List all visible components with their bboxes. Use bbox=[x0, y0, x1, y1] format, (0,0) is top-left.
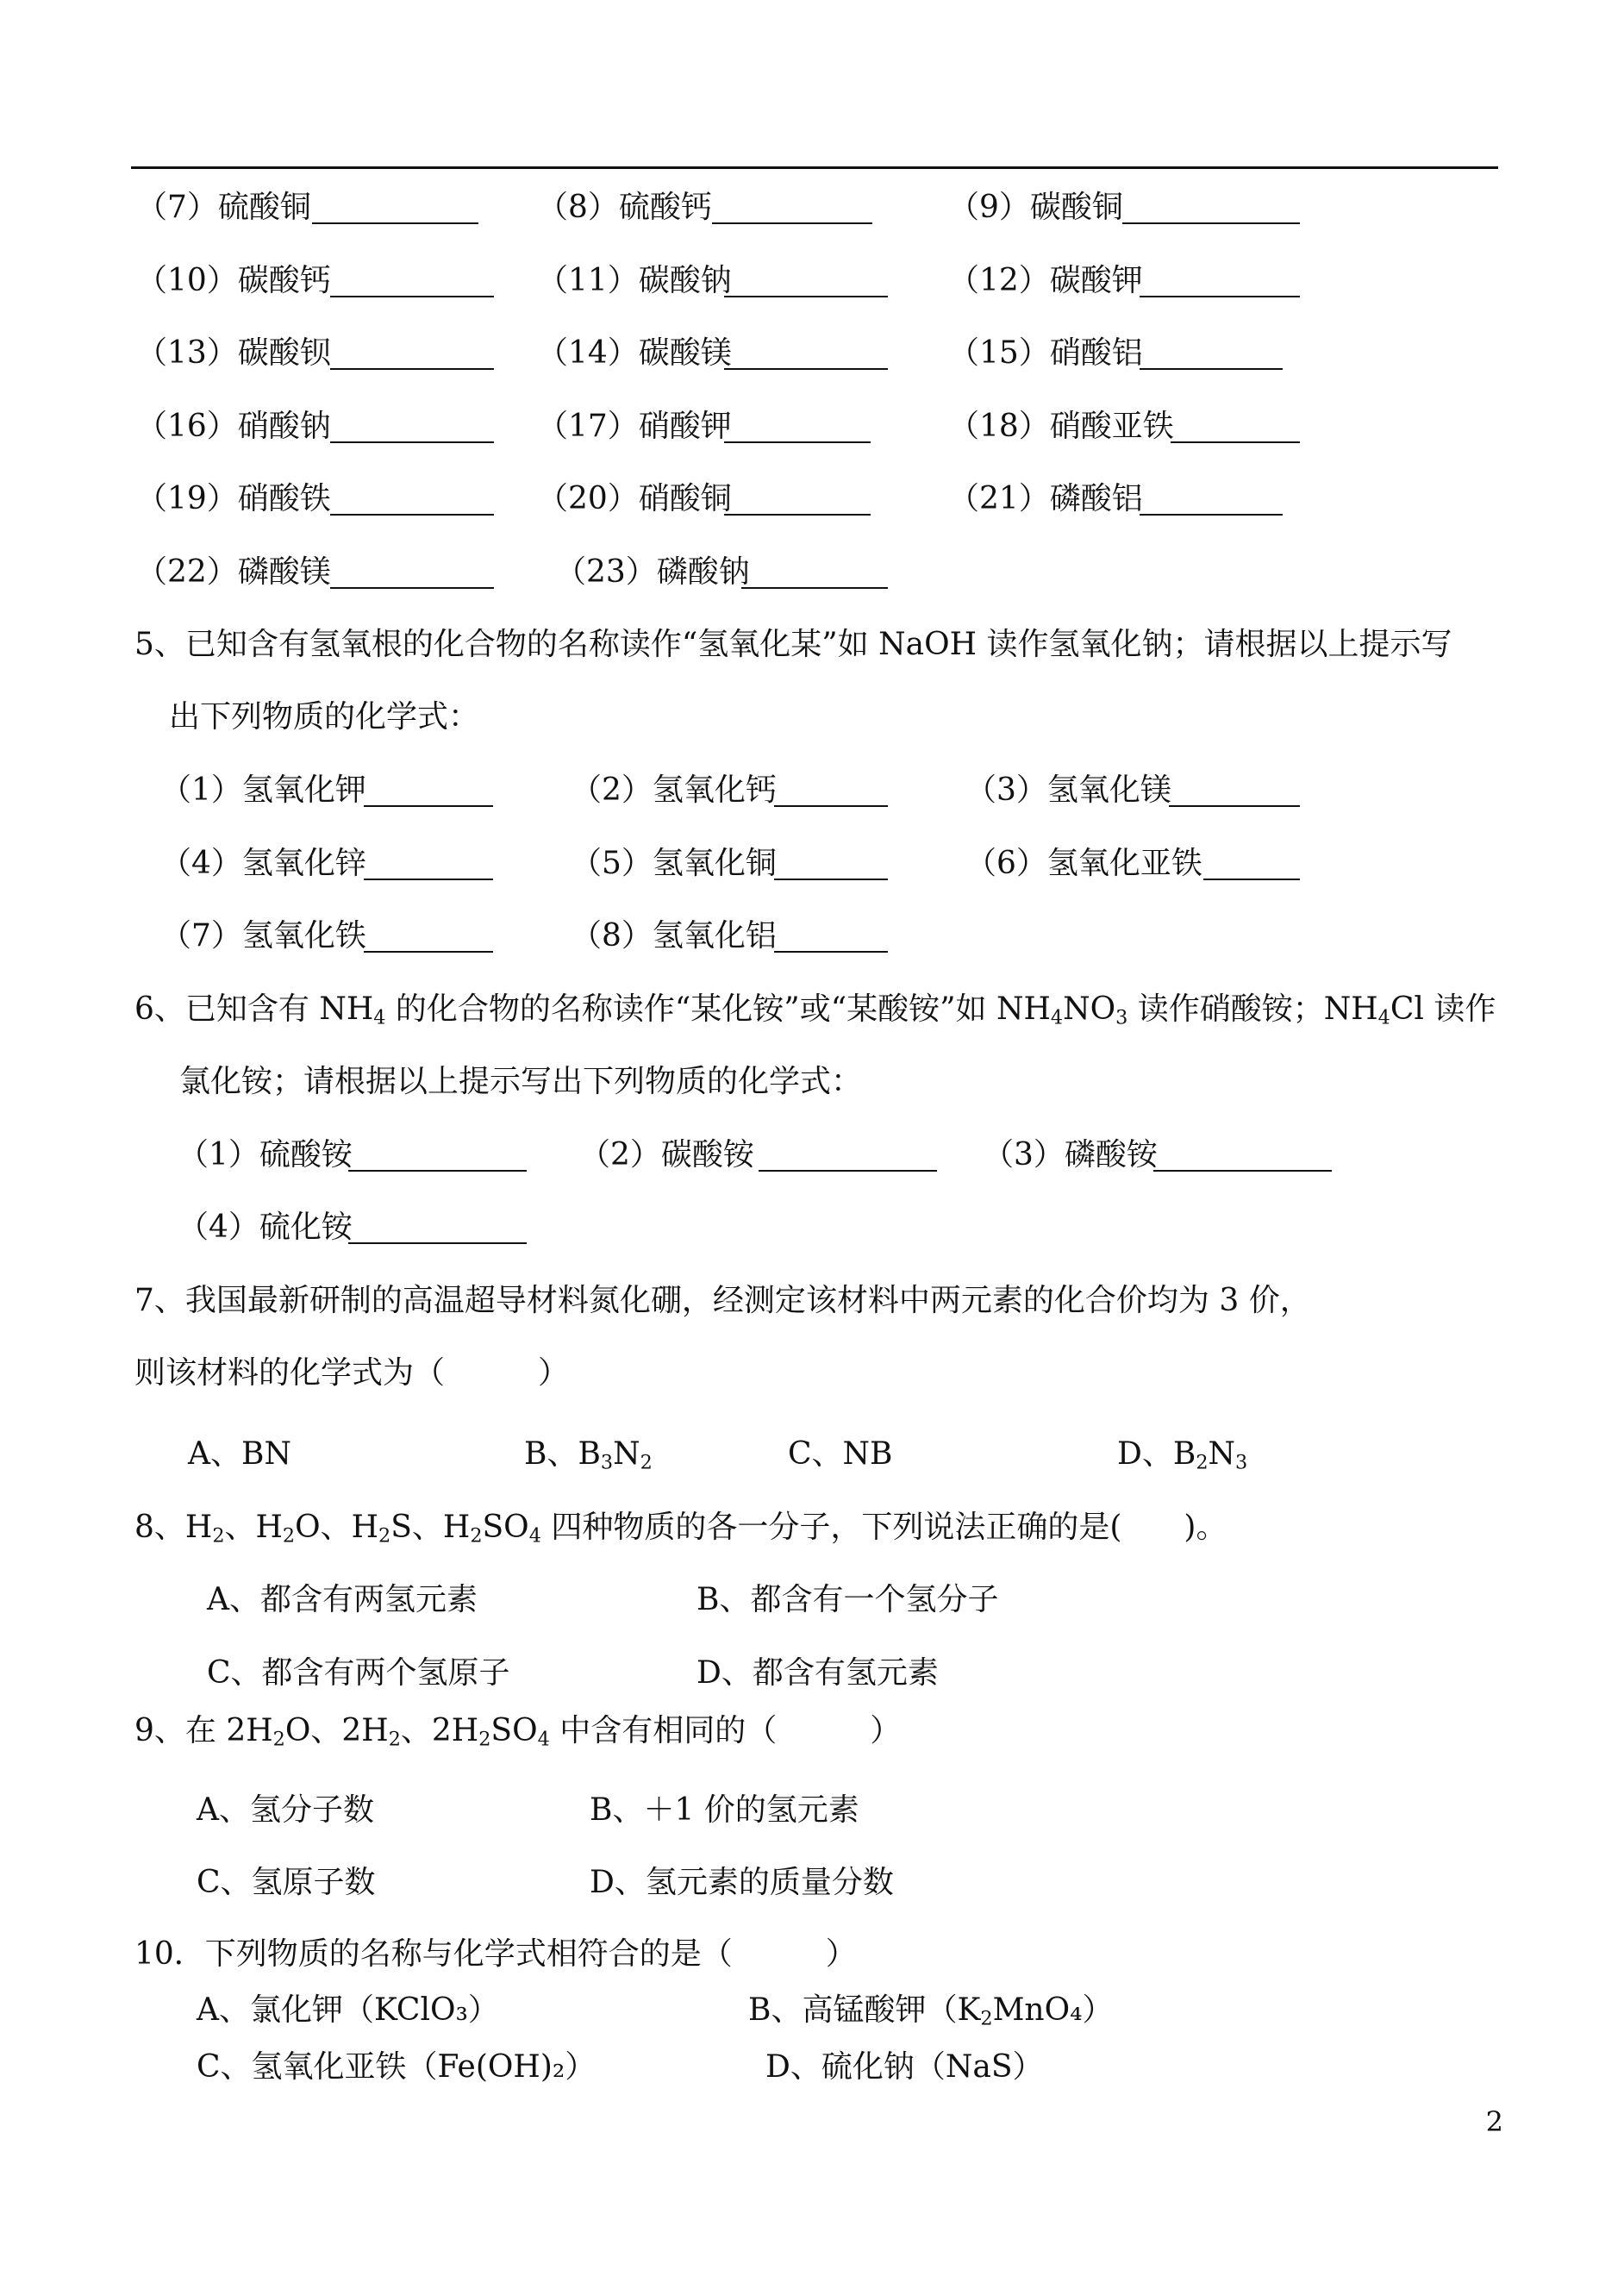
q4-item: （23）磷酸钠 bbox=[555, 554, 750, 590]
answer-blank[interactable] bbox=[330, 296, 494, 297]
q5-item: （6）氢氧化亚铁 bbox=[965, 846, 1202, 881]
answer-blank[interactable] bbox=[348, 1242, 527, 1244]
answer-blank[interactable] bbox=[364, 951, 493, 953]
q4-item: （20）硝酸铜 bbox=[537, 481, 732, 516]
answer-blank[interactable] bbox=[1122, 222, 1300, 224]
q8-option-b[interactable]: B、都含有一个氢分子 bbox=[696, 1582, 999, 1617]
q7-stem-line1: 7、我国最新研制的高温超导材料氮化硼，经测定该材料中两元素的化合价均为 3 价， bbox=[134, 1283, 1311, 1318]
q5-item: （4）氢氧化锌 bbox=[160, 846, 366, 881]
answer-blank[interactable] bbox=[348, 1170, 527, 1172]
answer-blank[interactable] bbox=[741, 587, 888, 589]
answer-blank[interactable] bbox=[712, 222, 872, 224]
answer-blank[interactable] bbox=[1203, 879, 1300, 880]
answer-blank[interactable] bbox=[364, 879, 493, 880]
q9-option-b[interactable]: B、＋1 价的氢元素 bbox=[590, 1792, 859, 1828]
answer-blank[interactable] bbox=[330, 514, 494, 516]
answer-blank[interactable] bbox=[1140, 514, 1283, 516]
q5-item: （5）氢氧化铜 bbox=[571, 846, 777, 881]
q4-item: （22）磷酸镁 bbox=[136, 554, 331, 590]
q9-option-c[interactable]: C、氢原子数 bbox=[197, 1865, 376, 1900]
answer-blank[interactable] bbox=[1140, 296, 1300, 297]
answer-blank[interactable] bbox=[724, 368, 888, 370]
q5-item: （7）氢氧化铁 bbox=[160, 918, 366, 954]
answer-blank[interactable] bbox=[774, 951, 888, 953]
q7-option-d[interactable]: D、$B_2N_3$ bbox=[1117, 1436, 1248, 1474]
answer-blank[interactable] bbox=[1153, 1170, 1332, 1172]
q4-item: （8）硫酸钙 bbox=[537, 190, 712, 225]
q4-item: （15）硝酸铝 bbox=[948, 335, 1143, 371]
q4-item: （11）碳酸钠 bbox=[537, 263, 732, 298]
q9-option-d[interactable]: D、氢元素的质量分数 bbox=[590, 1865, 894, 1900]
q4-item: （13）碳酸钡 bbox=[136, 335, 331, 371]
q10-option-c[interactable]: C、氢氧化亚铁（Fe(OH)₂） bbox=[197, 2049, 597, 2085]
answer-blank[interactable] bbox=[1171, 441, 1300, 443]
answer-blank[interactable] bbox=[1140, 368, 1283, 370]
q10-option-d[interactable]: D、硫化钠（NaS） bbox=[765, 2049, 1044, 2085]
answer-blank[interactable] bbox=[364, 805, 493, 807]
answer-blank[interactable] bbox=[312, 222, 478, 224]
q9-stem: 9、在 $2H_2O$、$2H_2$、$2H_2SO_4$ 中含有相同的（ ） bbox=[134, 1713, 902, 1751]
q4-item: （14）碳酸镁 bbox=[537, 335, 732, 371]
q4-item: （10）碳酸钙 bbox=[136, 263, 331, 298]
q7-option-c[interactable]: C、NB bbox=[788, 1436, 893, 1472]
answer-blank[interactable] bbox=[330, 587, 494, 589]
q6-item: （4）硫化铵 bbox=[178, 1210, 353, 1245]
q4-item: （9）碳酸铜 bbox=[948, 190, 1123, 225]
q5-item: （1）氢氧化钾 bbox=[160, 772, 366, 808]
q6-stem-line2: 氯化铵；请根据以上提示写出下列物质的化学式： bbox=[179, 1064, 863, 1099]
answer-blank[interactable] bbox=[1169, 805, 1300, 807]
answer-blank[interactable] bbox=[330, 368, 494, 370]
q4-item: （18）硝酸亚铁 bbox=[948, 409, 1174, 444]
q8-option-c[interactable]: C、都含有两个氢原子 bbox=[207, 1655, 510, 1691]
answer-blank[interactable] bbox=[724, 514, 871, 516]
q7-option-a[interactable]: A、BN bbox=[188, 1436, 291, 1472]
q10-option-a[interactable]: A、氯化钾（KClO₃） bbox=[197, 1992, 499, 2028]
q7-stem-line2: 则该材料的化学式为（ ） bbox=[134, 1355, 570, 1391]
answer-blank[interactable] bbox=[724, 441, 871, 443]
answer-blank[interactable] bbox=[774, 805, 888, 807]
answer-blank[interactable] bbox=[330, 441, 494, 443]
q8-option-d[interactable]: D、都含有氢元素 bbox=[696, 1655, 939, 1691]
q7-option-b[interactable]: B、$B_3N_2$ bbox=[524, 1436, 653, 1474]
q6-item: （2）碳酸铵 bbox=[579, 1137, 754, 1173]
q4-item: （17）硝酸钾 bbox=[537, 409, 732, 444]
q5-stem-line2: 出下列物质的化学式： bbox=[169, 699, 480, 735]
q8-option-a[interactable]: A、都含有两氢元素 bbox=[207, 1582, 478, 1617]
q10-stem: 10．下列物质的名称与化学式相符合的是（ ） bbox=[134, 1936, 857, 1972]
q9-option-a[interactable]: A、氢分子数 bbox=[197, 1792, 374, 1828]
q5-item: （2）氢氧化钙 bbox=[571, 772, 777, 808]
answer-blank[interactable] bbox=[724, 296, 888, 297]
q5-stem-line1: 5、已知含有氢氧根的化合物的名称读作“氢氧化某”如 NaOH 读作氢氧化钠；请根据以上提示写 bbox=[134, 627, 1452, 662]
q5-item: （8）氢氧化铝 bbox=[571, 918, 777, 954]
q4-item: （19）硝酸铁 bbox=[136, 481, 331, 516]
answer-blank[interactable] bbox=[759, 1170, 937, 1172]
q10-option-b[interactable]: B、高锰酸钾$(K_2MnO_4)$ bbox=[748, 1992, 1114, 2030]
q6-stem-line1: 6、已知含有 $NH_4$ 的化合物的名称读作“某化铵”或“某酸铵”如 $NH_4NO_3$ 读作硝酸铵；$NH_4Cl$ 读作 bbox=[134, 991, 1496, 1029]
q8-stem: 8、$H_2$、$H_2O$、$H_2S$、$H_2SO_4$ 四种物质的各一分子，下列说法正确的是( )。 bbox=[134, 1510, 1227, 1548]
answer-blank[interactable] bbox=[774, 879, 888, 880]
q4-item: （7）硫酸铜 bbox=[136, 190, 311, 225]
page-number: 2 bbox=[1485, 2105, 1503, 2138]
header-rule bbox=[131, 166, 1498, 169]
q4-item: （12）碳酸钾 bbox=[948, 263, 1143, 298]
q6-item: （1）硫酸铵 bbox=[178, 1137, 353, 1173]
q6-item: （3）磷酸铵 bbox=[983, 1137, 1158, 1173]
q4-item: （21）磷酸铝 bbox=[948, 481, 1143, 516]
q5-item: （3）氢氧化镁 bbox=[965, 772, 1171, 808]
q4-item: （16）硝酸钠 bbox=[136, 409, 331, 444]
